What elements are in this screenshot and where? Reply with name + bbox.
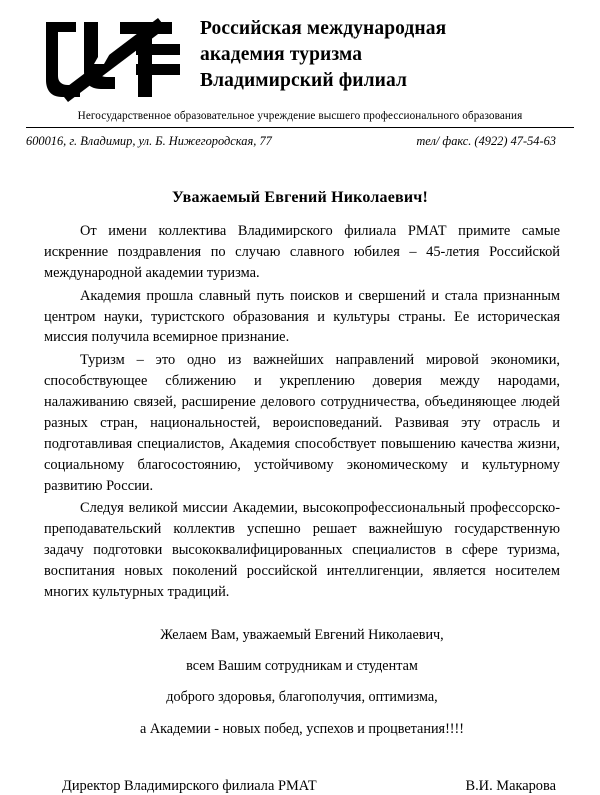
signatory-name: В.И. Макарова [465, 777, 556, 794]
org-title-line-3: Владимирский филиал [200, 69, 408, 91]
wish-line-3: доброго здоровья, благополучия, оптимизма, [166, 689, 438, 706]
phone-text: тел/ факс. (4922) 47-54-63 [416, 134, 556, 148]
signature-row [26, 778, 574, 795]
contact-row [26, 128, 574, 149]
signatory-position: Директор Владимирского филиала РМАТ [62, 777, 317, 794]
paragraph-3: Туризм – это одно из важнейших направлений мировой экономики, способствующее сближению и укреплению доверия между народами, налаживанию связей, расширение делового сотрудничества, объединяющее людей разных стран, национальностей, вероисповеданий. Развивая эту отрасль и подготавливая специалистов, Академия способствует повышению качества жизни, социальному благосостоянию, устойчивому экономическому и культурному развитию России. [44, 352, 560, 494]
org-title-line-1: Российская международная [200, 18, 447, 39]
accreditation-text: Негосударственное образовательное учреждение высшего профессионального образования [77, 110, 523, 122]
organization-title [200, 14, 574, 94]
org-title-line-2: академия туризма [200, 43, 363, 65]
letter-body [26, 221, 574, 603]
salutation: Уважаемый Евгений Николаевич! [171, 189, 429, 206]
wish-line-2: всем Вашим сотрудникам и студентам [186, 658, 418, 675]
address-text: 600016, г. Владимир, ул. Б. Нижегородская, 77 [26, 134, 272, 148]
paragraph-4: Следуя великой миссии Академии, высокопрофессиональный профессорско-преподавательский коллектив успешно решает важнейшую государственную задачу подготовки высококвалифицированных специалистов в сфере туризма, воспитания новых поколений российской интеллигенции, является носителем многих культурных традиций. [44, 500, 560, 600]
paragraph-2: Академия прошла славный путь поисков и свершений и стала признанным центром науки, туристского образования и культуры страны. Ее историческая миссия получила всемирное признание. [44, 287, 560, 346]
wish-line-4: а Академии - новых побед, успехов и процветания!!!! [140, 720, 464, 737]
paragraph-1: От имени коллектива Владимирского филиала РМАТ примите самые искренние поздравления по случаю славного юбилея – 45-летия Российской международной академии туризма. [44, 223, 560, 281]
rmat-logo-icon [26, 14, 200, 102]
wishes-block [26, 625, 574, 740]
wish-line-1: Желаем Вам, уважаемый Евгений Николаевич, [160, 626, 444, 643]
letterhead [26, 0, 574, 102]
